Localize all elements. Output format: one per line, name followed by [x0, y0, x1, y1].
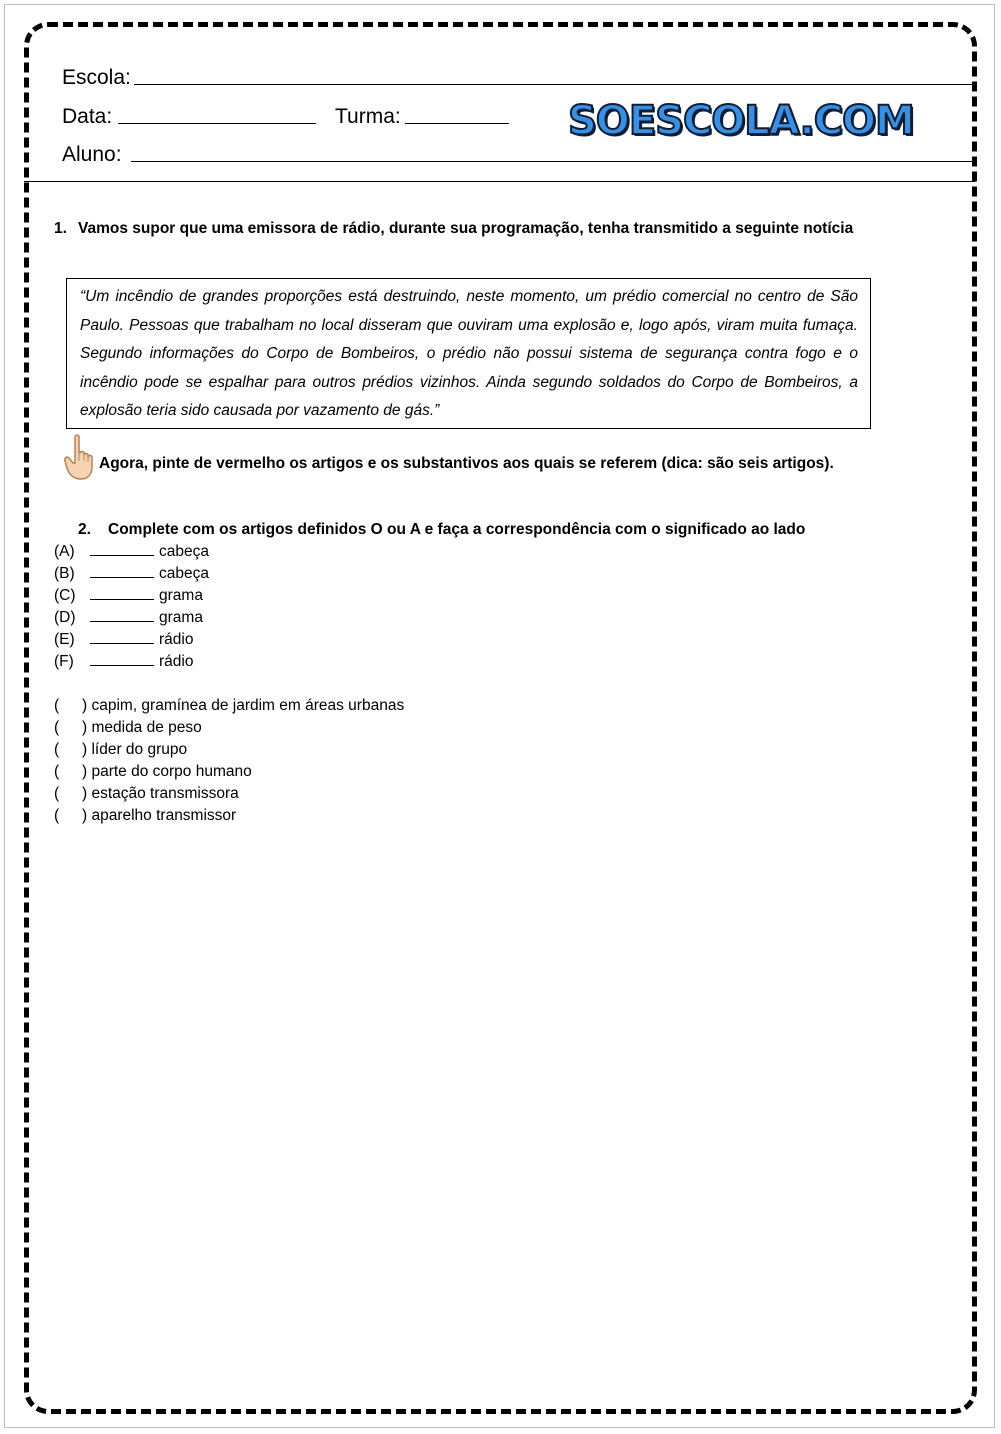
escola-field[interactable]: [134, 84, 972, 85]
option-word: cabeça: [159, 565, 209, 582]
turma-field[interactable]: [405, 123, 509, 124]
option-word: rádio: [159, 631, 194, 648]
meaning-text: ) medida de peso: [82, 719, 202, 736]
meaning-text: ) estação transmissora: [82, 785, 239, 802]
option-word: cabeça: [159, 543, 209, 560]
meaning-text: ) aparelho transmissor: [82, 807, 237, 824]
meaning-row[interactable]: [54, 783, 404, 805]
option-word: grama: [159, 609, 203, 626]
option-letter: (A): [54, 543, 75, 560]
answer-paren[interactable]: (: [54, 741, 60, 758]
option-row-c: [54, 584, 209, 606]
question-2-text: Complete com os artigos definidos O ou A e faça a correspondência com o significado ao lado: [108, 521, 806, 538]
question-2-number: 2.: [78, 521, 91, 538]
option-blank-field[interactable]: [90, 606, 154, 622]
aluno-field[interactable]: [131, 161, 974, 162]
data-field[interactable]: [118, 123, 316, 124]
option-row-e: [54, 628, 209, 650]
answer-paren[interactable]: (: [54, 807, 60, 824]
news-quote-text: “Um incêndio de grandes proporções está destruindo, neste momento, um prédio comercial no centro de São Paulo. Pessoas que trabalham no local disseram que ouviram uma explosão e, logo após, viram muita fumaça. Segundo informações do Corpo de Bombeiros, o prédio não possui sistema de segurança contra fogo e o incêndio pode se espalhar para outros prédios vizinhos. Ainda segundo soldados do Corpo de Bombeiros, a explosão teria sido causada por vazamento de gás.”: [80, 288, 858, 419]
question-1-title: [54, 218, 892, 240]
option-row-f: [54, 650, 209, 672]
meaning-row[interactable]: [54, 739, 404, 761]
meaning-text: ) líder do grupo: [82, 741, 188, 758]
meanings-list: [54, 695, 404, 827]
option-row-d: [54, 606, 209, 628]
escola-label: Escola:: [62, 66, 131, 89]
meaning-text: ) capim, gramínea de jardim em áreas urbanas: [82, 697, 405, 714]
option-letter: (C): [54, 587, 76, 604]
option-blank-field[interactable]: [90, 584, 154, 600]
site-logo: SOESCOLA.COM: [568, 98, 914, 144]
meaning-row[interactable]: [54, 695, 404, 717]
header-separator: [24, 181, 975, 182]
question-1-number: 1.: [54, 220, 67, 237]
turma-label: Turma:: [335, 105, 401, 128]
option-blank-field[interactable]: [90, 562, 154, 578]
option-letter: (B): [54, 565, 75, 582]
option-word: rádio: [159, 653, 194, 670]
article-options-list: [54, 540, 209, 672]
question-1-text: Vamos supor que uma emissora de rádio, durante sua programação, tenha transmitido a seguinte notícia: [78, 220, 854, 237]
option-letter: (D): [54, 609, 76, 626]
answer-paren[interactable]: (: [54, 763, 60, 780]
answer-paren[interactable]: (: [54, 697, 60, 714]
option-letter: (E): [54, 631, 75, 648]
meaning-row[interactable]: [54, 805, 404, 827]
option-blank-field[interactable]: [90, 628, 154, 644]
question-2-title: [78, 519, 805, 541]
option-letter: (F): [54, 653, 74, 670]
data-label: Data:: [62, 105, 113, 128]
meaning-row[interactable]: [54, 761, 404, 783]
option-blank-field[interactable]: [90, 540, 154, 556]
option-row-a: [54, 540, 209, 562]
meaning-text: ) parte do corpo humano: [82, 763, 252, 780]
meaning-row[interactable]: [54, 717, 404, 739]
answer-paren[interactable]: (: [54, 719, 60, 736]
aluno-label: Aluno:: [62, 143, 122, 166]
news-quote-box: [66, 278, 871, 429]
option-row-b: [54, 562, 209, 584]
option-blank-field[interactable]: [90, 650, 154, 666]
option-word: grama: [159, 587, 203, 604]
question-1-instruction: Agora, pinte de vermelho os artigos e os substantivos aos quais se referem (dica: são seis artigos).: [99, 455, 834, 472]
answer-paren[interactable]: (: [54, 785, 60, 802]
pointing-hand-icon: [63, 433, 97, 481]
